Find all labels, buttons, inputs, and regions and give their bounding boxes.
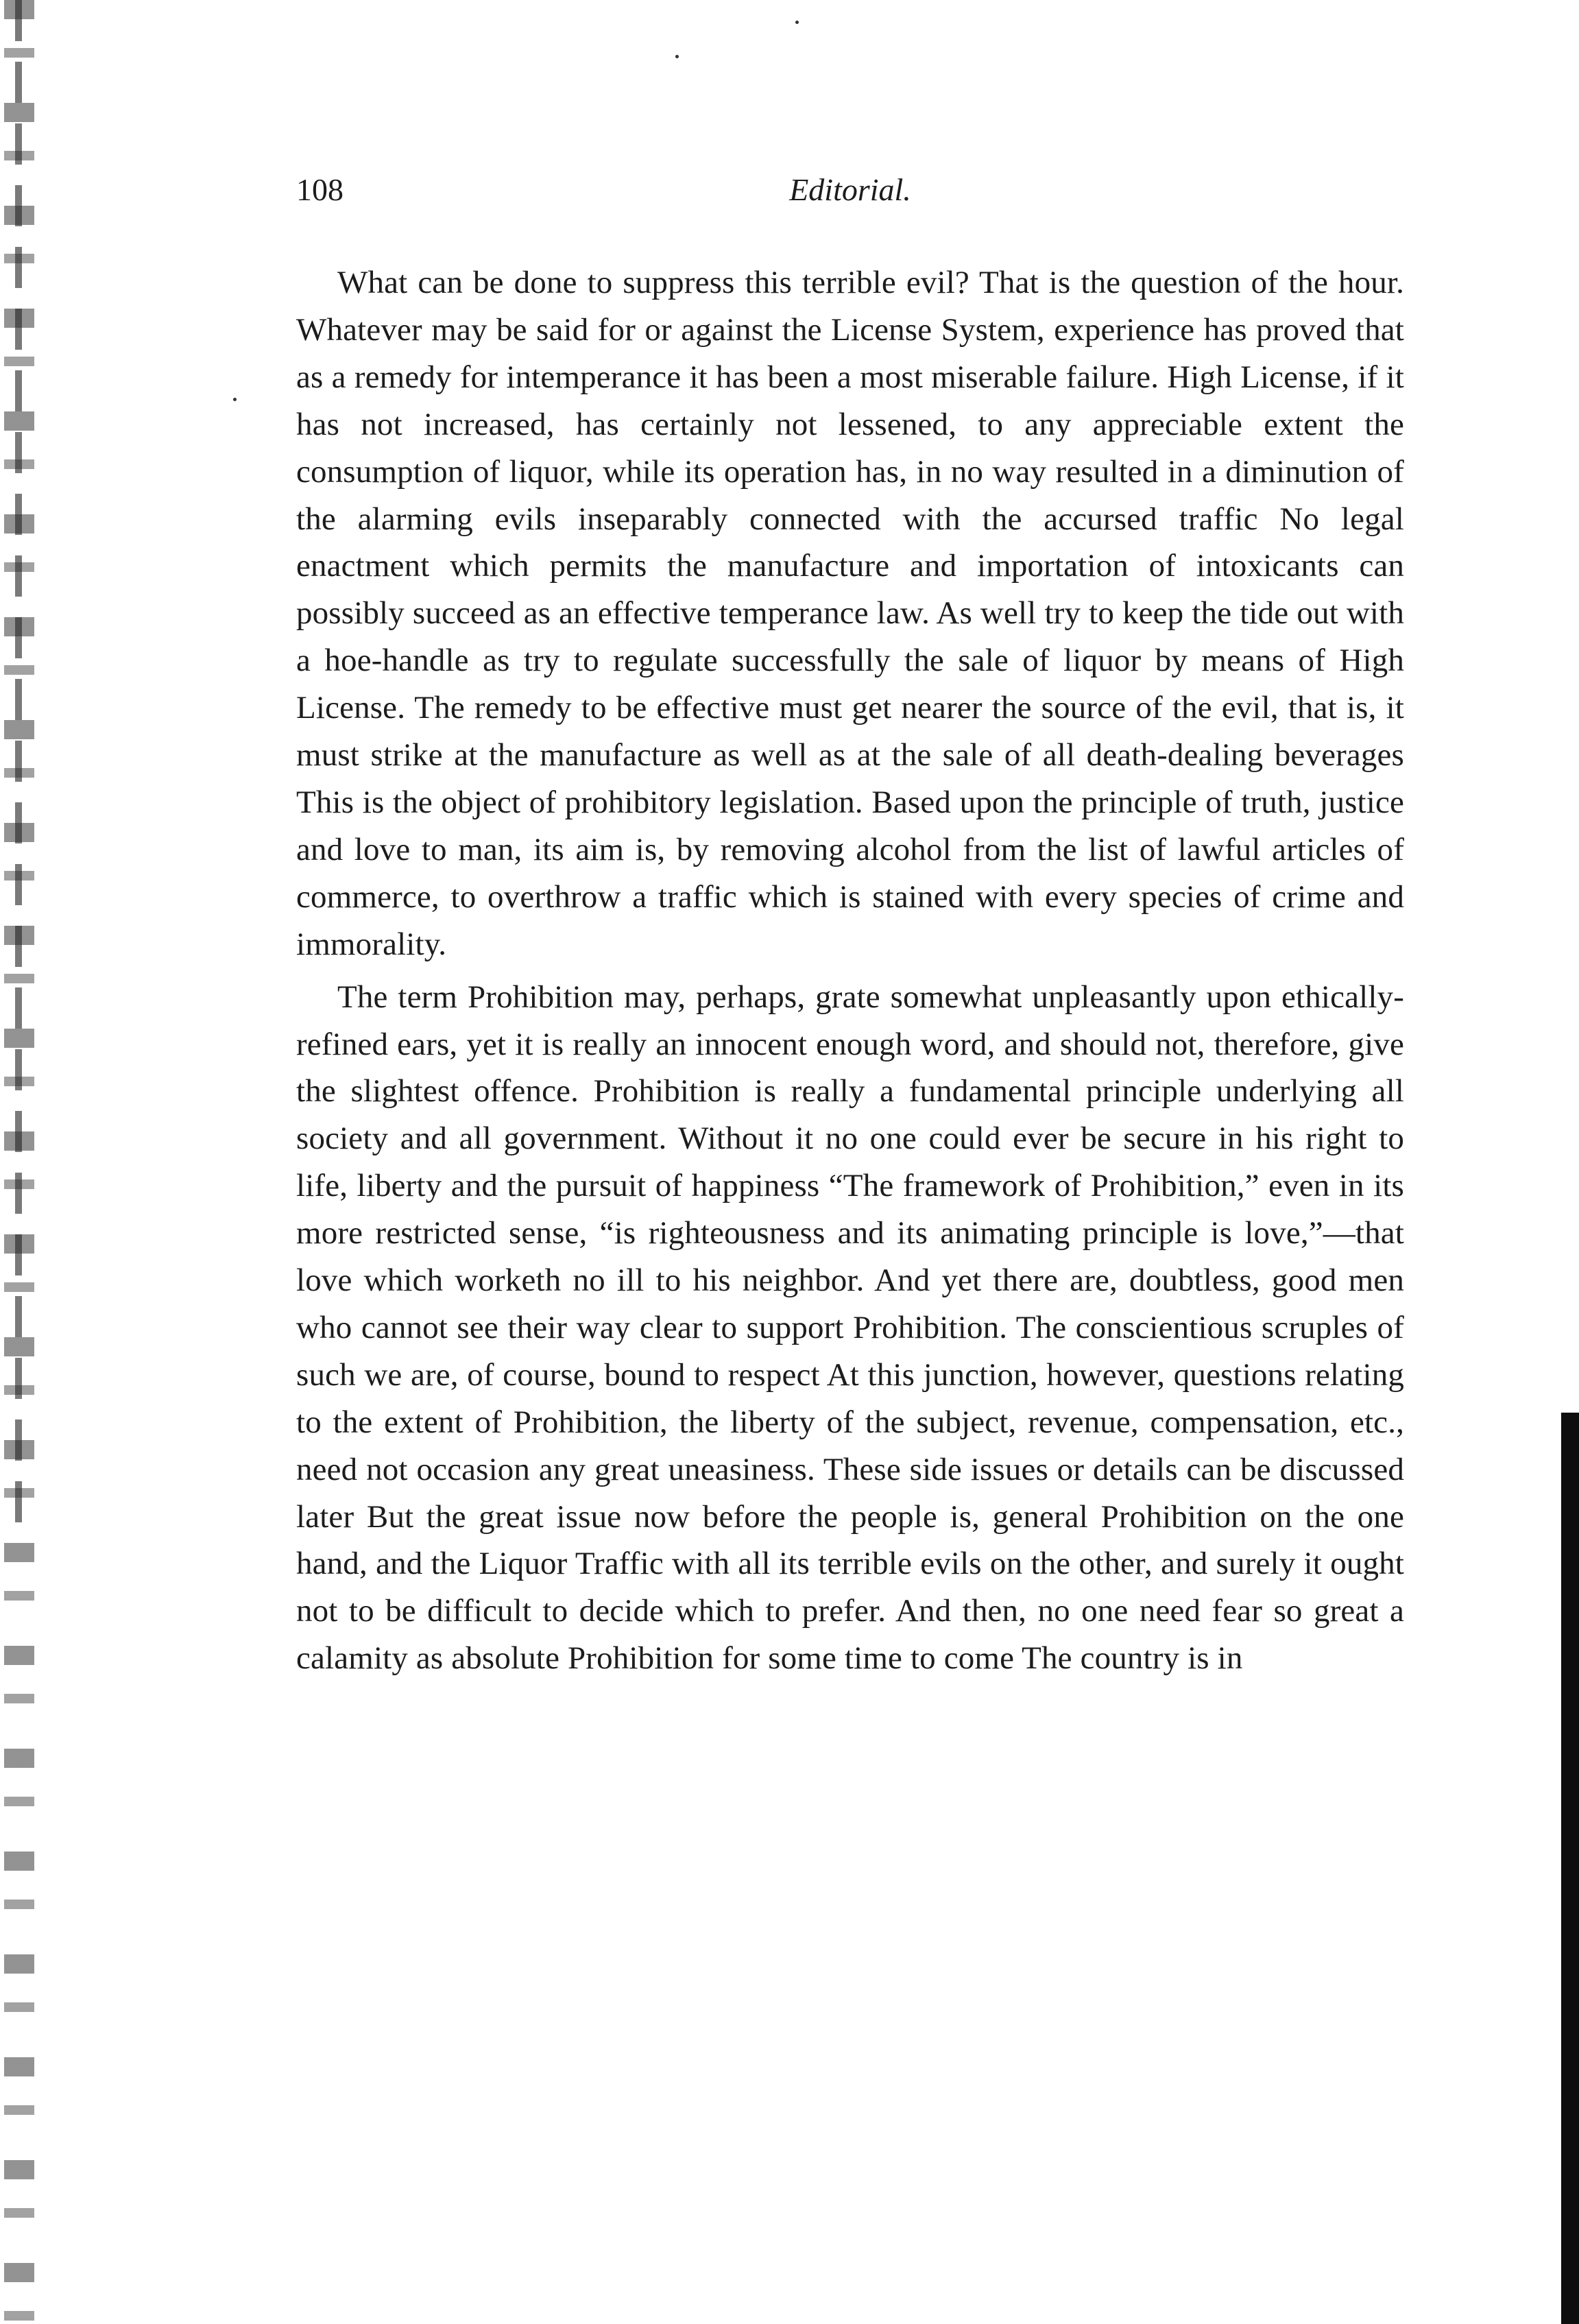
page-number: 108 <box>296 172 343 207</box>
scan-speck <box>233 398 237 401</box>
running-head <box>296 171 1404 224</box>
body-paragraph: The term Prohibition may, perhaps, grate somewhat unpleasantly upon ethically-refined ears, yet it is really an innocent enough word, and should not, therefore, give the slightest offence. Prohibition is really a fundamental principle underlying all society and all government. Without it no one could ever be secure in his right to life, liberty and the pursuit of happiness “The framework of Prohibition,” even in its more restricted sense, “is righteousness and its animating principle is love,”—that love which worketh no ill to his neighbor. And yet there are, doubtless, good men who cannot see their way clear to support Prohibition. The conscientious scruples of such we are, of course, bound to respect At this junction, however, questions relating to the extent of Prohibition, the liberty of the subject, revenue, compensation, etc., need not occasion any great uneasiness. These side issues or details can be discussed later But the great issue now before the people is, general Prohibition on the one hand, and the Liquor Traffic with all its terrible evils on the other, and surely it ought not to be difficult to decide which to prefer. And then, no one need fear so great a calamity as absolute Prohibition for some time to come The country is in <box>296 979 1404 1677</box>
scan-speck <box>675 55 679 58</box>
scan-binding-shadow <box>15 0 22 1543</box>
document-page <box>296 171 1404 1682</box>
body-paragraph: What can be done to suppress this terrible evil? That is the question of the hour. Whatever may be said for or against the License System, experience has proved that as a remedy for intemperance it has been a most miserable failure. High License, if it has not increased, has certainly not lessened, to any appreciable extent the consumption of liquor, while its operation has, in no way resulted in a diminution of the alarming evils inseparably connected with the accursed traffic No legal enactment which permits the manufacture and importation of intoxicants can possibly succeed as an effective temperance law. As well try to keep the tide out with a hoe-handle as try to regulate successfully the sale of liquor by means of High License. The remedy to be effective must get nearer the source of the evil, that is, it must strike at the manufacture as well as at the sale of all death-dealing beverages This is the object of prohibitory legislation. Based upon the principle of truth, justice and love to man, its aim is, by removing alcohol from the list of lawful articles of commerce, to overthrow a traffic which is stained with every species of crime and immorality. <box>296 265 1404 962</box>
scan-right-edge <box>1561 1413 1579 2324</box>
running-title: Editorial. <box>789 172 911 207</box>
scan-speck <box>795 21 799 24</box>
